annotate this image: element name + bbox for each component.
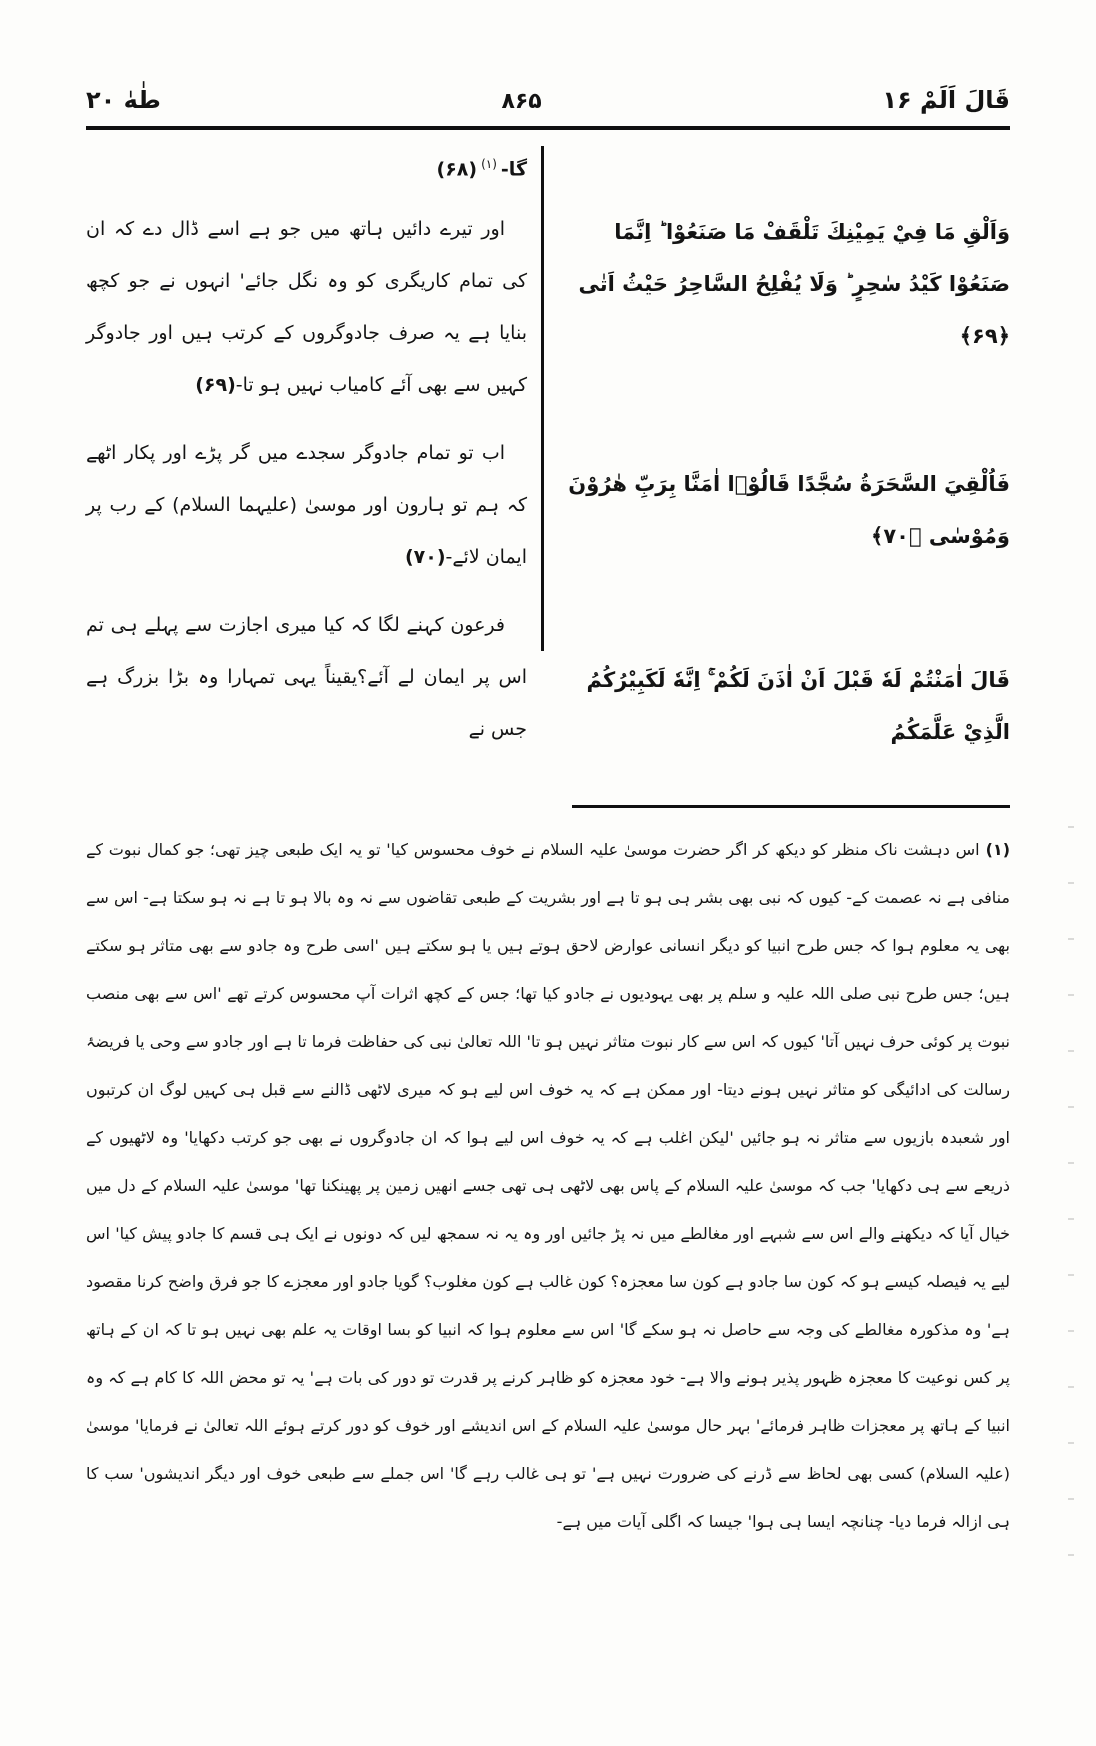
footnote-block	[86, 826, 1010, 1546]
arabic-verse-70: فَاُلْقِيَ السَّحَرَةُ سُجَّدًا قَالُوْۤا اٰمَنَّا بِرَبِّ هٰرُوْنَ وَمُوْسٰى ﴿۷۰﴾	[568, 472, 1010, 548]
translation-paragraph-verse-70	[86, 427, 527, 583]
footnote-text: اس دہشت ناک منظر کو دیکھ کر اگر حضرت موسیٰ علیہ السلام نے خوف محسوس کیا' تو یہ ایک طبعی چیز تھی؛ جو کمال نبوت کے منافی ہے نہ عصمت کے- کیوں کہ نبی بھی بشر ہی ہو تا ہے اور بشریت کے طبعی تقاضوں سے نہ وہ بالا ہو تا ہے نہ ہو سکتا ہے- اس سے بھی یہ معلوم ہوا کہ جس طرح انبیا کو دیگر انسانی عوارض لاحق ہوتے ہیں یا ہو سکتے ہیں 'اسی طرح وہ جادو سے بھی متاثر ہو سکتے ہیں؛ جس طرح نبی صلی اللہ علیہ و سلم پر بھی یہودیوں نے جادو کیا تھا؛ جس کے کچھ اثرات آپ محسوس کرتے تھے 'اس سے بھی منصب نبوت پر کوئی حرف نہیں آتا' کیوں کہ اس سے کار نبوت متاثر نہیں ہو تا' اللہ تعالیٰ نبی کی حفاظت فرما تا ہے اور جادو سے وحی یا فریضۂ رسالت کی ادائیگی کو متاثر نہیں ہونے دیتا- اور ممکن ہے کہ یہ خوف اس لیے ہو کہ میری لاٹھی ڈالنے سے قبل ہی کہیں لوگ ان کرتبوں اور شعبدہ بازیوں سے متاثر نہ ہو جائیں 'لیکن اغلب ہے کہ یہ خوف اس لیے ہوا کہ ان جادوگروں نے بھی جو کرتب دکھایا' وہ لاٹھیوں کے ذریعے سے ہی دکھایا' جب کہ موسیٰ علیہ السلام کے پاس بھی لاٹھی ہی تھی جسے انھیں زمین پر پھینکنا تھا' موسیٰ علیہ السلام کے دل میں خیال آیا کہ دیکھنے والے اس سے شبہے اور مغالطے میں نہ پڑ جائیں اور وہ یہ نہ سمجھ لیں کہ دونوں نے ایک ہی قسم کا جادو پیش کیا' اس لیے یہ فیصلہ کیسے ہو کہ کون سا جادو ہے کون سا معجزہ؟ کون غالب ہے کون مغلوب؟ گویا جادو اور معجزے کا جو فرق واضح کرنا مقصود ہے' وہ مذکورہ مغالطے کی وجہ سے حاصل نہ ہو سکے گا' اس سے معلوم ہوا کہ انبیا کو بسا اوقات یہ علم بھی نہیں ہو تا کہ ان کے ہاتھ پر کس نوعیت کا معجزہ ظہور پذیر ہونے والا ہے- خود معجزہ کو ظاہر کرنے پر قدرت تو دور کی بات ہے' یہ تو محض اللہ کا کام ہے کہ وہ انبیا کے ہاتھ پر معجزات ظاہر فرمائے' بہر حال موسیٰ علیہ السلام کے اس اندیشے اور خوف کو دور کرتے ہوئے اللہ تعالیٰ نے فرمایا' موسیٰ (علیہ السلام) کسی بھی لحاظ سے ڈرنے کی ضرورت نہیں ہے' تو ہی غالب رہے گا' اس جملے سے طبعی خوف اور دیگر اندیشوں' سب کا ہی ازالہ فرما دیا- چنانچہ ایسا ہی ہوا' جیسا کہ اگلی آیات میں ہے-	[86, 840, 1011, 1532]
translation-text-69: اور تیرے دائیں ہاتھ میں جو ہے اسے ڈال دے کہ ان کی تمام کاریگری کو وہ نگل جائے' انہوں نے جو کچھ بنایا ہے یہ صرف جادوگروں کے کرتب ہیں اور جادوگر کہیں سے بھی آئے کامیاب نہیں ہو تا-	[86, 218, 527, 397]
arabic-verse-71-partial: قَالَ اٰمَنْتُمْ لَهٗ قَبْلَ اَنْ اٰذَنَ لَكُمْ ۚ اِنَّهٗ لَكَبِيْرُكُمُ الَّذِيْ عَلَّمَكُمُ	[586, 668, 1010, 744]
page-number: ۸۶۵	[501, 89, 542, 114]
juz-marker: قَالَ اَلَمْ ۱۶	[882, 86, 1010, 114]
scan-artifact-noise	[1068, 826, 1074, 1586]
footnote-marker: (۱)	[985, 840, 1010, 860]
footnote-reference-marker: (۱)	[481, 157, 497, 171]
column-divider-rule	[541, 146, 544, 651]
page-header	[86, 86, 1010, 114]
translation-paragraph-verse-71	[86, 599, 527, 755]
quran-arabic-column	[558, 144, 1010, 771]
book-page	[0, 86, 1096, 1546]
arabic-verse-69: وَاَلْقِ مَا فِيْ يَمِيْنِكَ تَلْقَفْ مَا صَنَعُوْا ؕ اِنَّمَا صَنَعُوْا كَيْدُ سٰحِرٍ ؕ وَلَا يُفْلِحُ السَّاحِرُ حَيْثُ اَتٰى ﴿۶۹﴾	[578, 220, 1010, 348]
translation-text-70: اب تو تمام جادوگر سجدے میں گر پڑے اور پکار اٹھے کہ ہم تو ہارون اور موسیٰ (علیہما السلام) کے رب پر ایمان لائے-	[86, 442, 527, 569]
translation-text-71: فرعون کہنے لگا کہ کیا میری اجازت سے پہلے ہی تم اس پر ایمان لے آئے؟یقیناً یہی تمہارا وہ بڑا بزرگ ہے جس نے	[86, 614, 527, 741]
verse-68-end-number: (۶۸)	[436, 158, 478, 181]
urdu-translation-column	[86, 144, 527, 771]
carryover-line	[86, 144, 527, 189]
two-column-body	[86, 144, 1010, 771]
translation-paragraph-verse-69	[86, 203, 527, 411]
verse-69-end-number: (۶۹)	[195, 374, 236, 397]
footnote-separator-rule	[572, 805, 1010, 808]
header-divider-rule	[86, 126, 1010, 130]
carryover-word: گا-	[500, 158, 527, 181]
surah-marker: طٰهٰ ۲۰	[86, 86, 161, 114]
verse-70-end-number: (۷۰)	[404, 546, 446, 569]
